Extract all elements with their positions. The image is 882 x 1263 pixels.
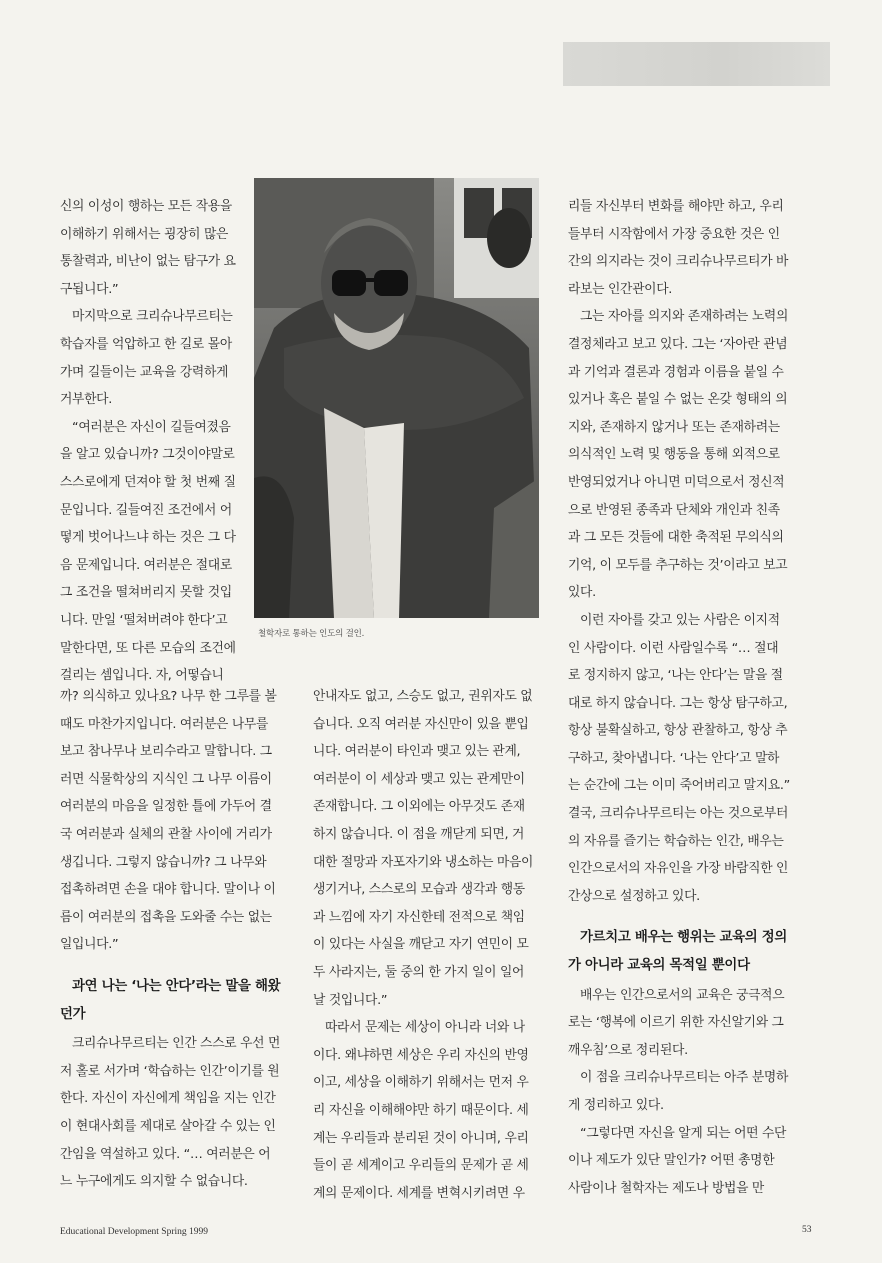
paragraph: “여러분은 자신이 길들여졌음을 알고 있습니까? 그것이야말로 스스로에게 던져야 할 첫 번째 질문입니다. 길들여진 조건에서 어떻게 벗어나느냐 하는 것은 그 다음 문제입니다. 여러분은 절대로 그 조건을 떨쳐버리지 못할 것입니다. 만일 ‘떨쳐버려야 한다’고 말한다면, 또 다른 모습의 조건에 걸리는 셈입니다. 자, 어떻습니: [60, 419, 236, 684]
column-1-top: [60, 193, 240, 690]
column-2: [313, 683, 535, 1207]
photo-beggar: [254, 178, 539, 618]
paragraph: 크리슈나무르티는 인간 스스로 우선 먼저 홀로 서가며 ‘학습하는 인간’이기를 원한다. 자신이 자신에게 책임을 지는 인간이 현대사회를 제대로 살아갈 수 있는 인간임을 역설하고 있다. “… 여러분은 어느 누구에게도 의지할 수 없습니다.: [60, 1036, 281, 1190]
paragraph: 안내자도 없고, 스승도 없고, 권위자도 없습니다. 오직 여러분 자신만이 있을 뿐입니다. 여러분이 타인과 맺고 있는 관계, 여러분이 이 세상과 맺고 있는 관계만이 존재합니다. 그 이외에는 아무것도 존재하지 않습니다. 이 점을 깨닫게 되면, 거대한 절망과 자포자기와 냉소하는 마음이 생기거나, 스스로의 모습과 생각과 행동과 느낌에 자기 자신한테 전적으로 책임이 있다는 사실을 깨닫고 자기 연민이 모두 사라지는, 둘 중의 한 가지 일이 일어날 것입니다.”: [313, 689, 534, 1008]
column-1-bottom: [60, 683, 282, 1196]
section-heading: 과연 나는 ‘나는 안다’라는 말을 해왔던가: [60, 978, 281, 1022]
page-number: 53: [802, 1225, 812, 1235]
paragraph: 이 점을 크리슈나무르티는 아주 분명하게 정리하고 있다.: [568, 1070, 789, 1113]
paragraph: 신의 이성이 행하는 모든 작용을 이해하기 위해서는 굉장히 많은 통찰력과, 비난이 없는 탐구가 요구됩니다.”: [60, 199, 236, 297]
section-heading: 가르치고 배우는 행위는 교육의 정의가 아니라 교육의 목적일 뿐이다: [568, 930, 787, 974]
paragraph: 까? 의식하고 있나요? 나무 한 그루를 볼 때도 마찬가지입니다. 여러분은 나무를 보고 참나무나 보리수라고 말합니다. 그러면 식물학상의 지식인 그 나무 이름이 여러분의 마음을 일정한 틀에 가두어 결국 여러분과 실체의 관찰 사이에 거리가 생깁니다. 그렇지 않습니까? 그 나무와 접촉하려면 손을 대야 합니다. 말이나 이름이 여러분의 접촉을 도와줄 수는 없는 일입니다.”: [60, 689, 277, 953]
paragraph: 이런 자아를 갖고 있는 사람은 이지적인 사람이다. 이런 사람일수록 “… 절대로 정지하지 않고, ‘나는 안다’는 말을 절대로 하지 않습니다. 그는 항상 탐구하고, 항상 불확실하고, 항상 관찰하고, 항상 추구하고, 찾아냅니다. ‘나는 안다’고 말하는 순간에 그는 이미 죽어버리고 말지요.” 결국, 크리슈나무르티는 아는 것으로부터의 자유를 즐기는 학습하는 인간, 배우는 인간으로서의 자유인을 가장 바람직한 인간상으로 설정하고 있다.: [568, 612, 790, 904]
photo-illustration: [254, 178, 539, 618]
paragraph: 따라서 문제는 세상이 아니라 너와 나이다. 왜냐하면 세상은 우리 자신의 반영이고, 세상을 이해하기 위해서는 먼저 우리 자신을 이해해야만 하기 때문이다. 세계는 우리들과 분리된 것이 아니며, 우리들이 곧 세계이고 우리들의 문제가 곧 세계의 문제이다. 세계를 변혁시키려면 우: [313, 1020, 529, 1201]
column-3: [568, 193, 790, 1202]
header-gray-bar: [563, 42, 830, 86]
paragraph: 리들 자신부터 변화를 해야만 하고, 우리들부터 시작함에서 가장 중요한 것은 인간의 의지라는 것이 크리슈나무르티가 바라보는 인간관이다.: [568, 199, 789, 297]
paragraph: 마지막으로 크리슈나무르티는 학습자를 억압하고 한 길로 몰아가며 길들이는 교육을 강력하게 거부한다.: [60, 309, 233, 408]
publication-footer: Educational Development Spring 1999: [60, 1227, 209, 1237]
paragraph: 배우는 인간으로서의 교육은 궁극적으로는 ‘행복에 이르기 위한 자신알기와 그 깨우침’으로 정리된다.: [568, 987, 785, 1058]
paragraph: “그렇다면 자신을 알게 되는 어떤 수단이나 제도가 있단 말인가? 어떤 총명한 사람이나 철학자는 제도나 방법을 만: [568, 1125, 787, 1196]
photo-caption: 철학자로 통하는 인도의 걸인.: [258, 629, 365, 639]
paragraph: 그는 자아를 의지와 존재하려는 노력의 결정체라고 보고 있다. 그는 ‘자아란 관념과 기억과 결론과 경험과 이름을 붙일 수 있거나 혹은 붙일 수 없는 온갖 형태의 의지와, 존재하지 않거나 또는 존재하려는 의식적인 노력 및 행동을 통해 외적으로 반영되었거나 아니면 미덕으로서 정신적으로 반영된 종족과 단체와 개인과 친족과 그 모든 것들에 대한 축적된 무의식의 기억, 이 모두를 추구하는 것’이라고 보고 있다.: [568, 309, 789, 601]
